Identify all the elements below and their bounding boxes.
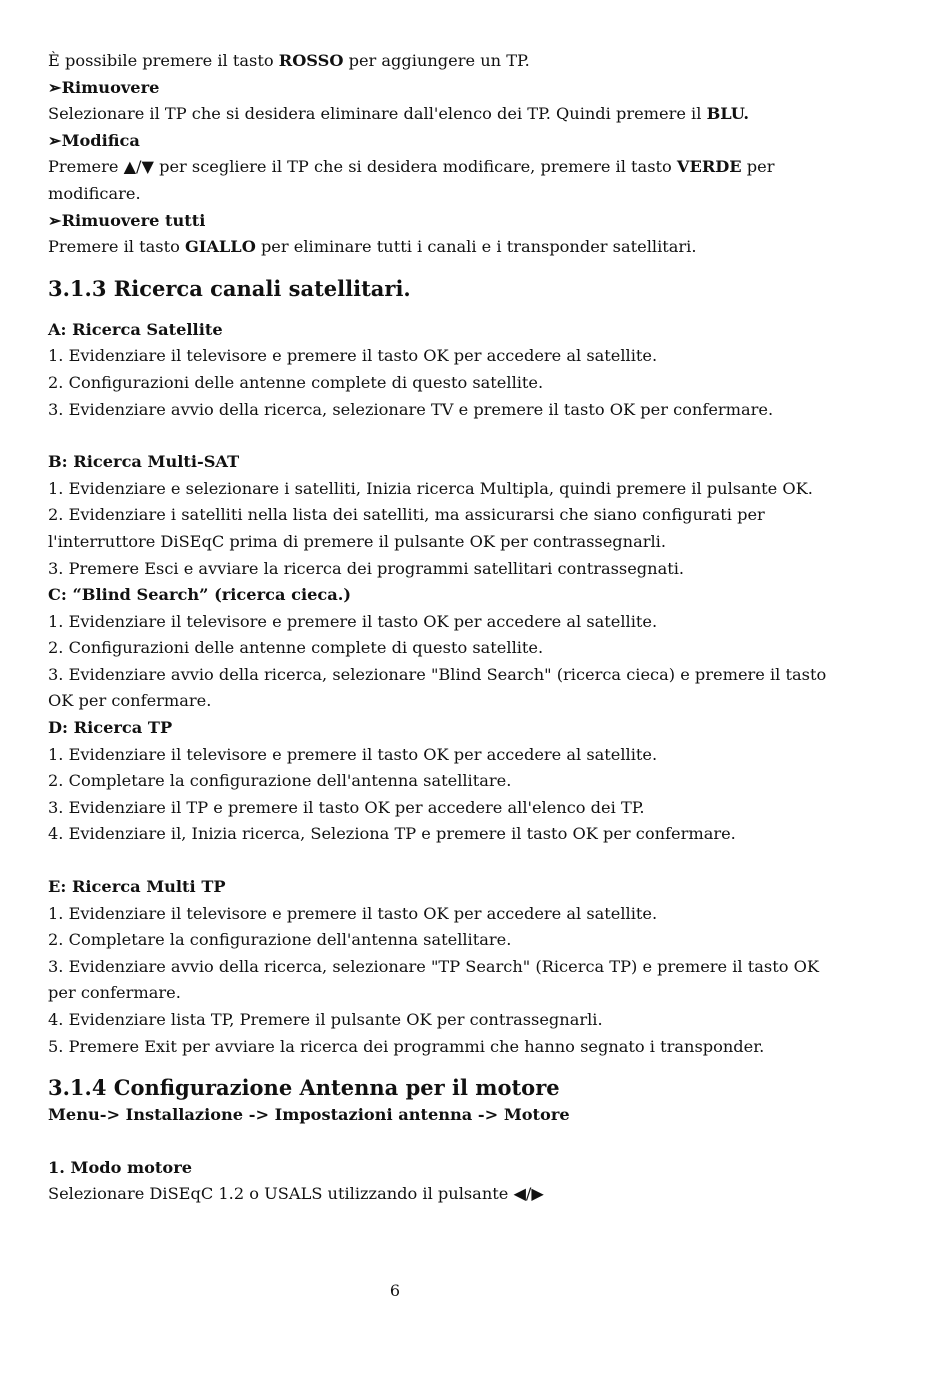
subsection-e-line: 5. Premere Exit per avviare la ricerca dei programmi che hanno segnato i transponder. <box>48 1036 765 1056</box>
subsection-e-title: E: Ricerca Multi TP <box>48 877 226 897</box>
motor-mode-line: Selezionare DiSEqC 1.2 o USALS utilizzando il pulsante ◀/▶ <box>48 1184 544 1204</box>
motor-mode-title: 1. Modo motore <box>48 1157 193 1177</box>
subsection-b-title: B: Ricerca Multi-SAT <box>48 452 240 472</box>
page-number: 6 <box>389 1281 401 1300</box>
subsection-a-line: 1. Evidenziare il televisore e premere il tasto OK per accedere al satellite. <box>48 346 658 366</box>
subsection-e-line: per confermare. <box>48 983 181 1003</box>
subsection-a-line: 3. Evidenziare avvio della ricerca, selezionare TV e premere il tasto OK per confermare. <box>48 399 774 419</box>
subsection-a-title: A: Ricerca Satellite <box>48 319 223 339</box>
subsection-a-line: 2. Configurazioni delle antenne complete di questo satellite. <box>48 372 544 392</box>
spacer <box>48 261 868 275</box>
intro-line-3: Premere ▲/▼ per scegliere il TP che si desidera modificare, premere il tasto VERDE per <box>48 157 775 177</box>
subsection-b-line: 2. Evidenziare i satelliti nella lista dei satelliti, ma assicurarsi che siano configurati per <box>48 505 765 525</box>
subsection-b-line: 1. Evidenziare e selezionare i satelliti, Inizia ricerca Multipla, quindi premere il pulsante OK. <box>48 478 813 498</box>
section-heading-313: 3.1.3 Ricerca canali satellitari. <box>48 275 411 301</box>
spacer <box>48 303 868 317</box>
remove-all-title: ➢Rimuovere tutti <box>48 210 206 230</box>
subsection-c-line: OK per confermare. <box>48 691 212 711</box>
subsection-c-line: 3. Evidenziare avvio della ricerca, selezionare "Blind Search" (ricerca cieca) e premere il tasto <box>48 664 827 684</box>
section-heading-314: 3.1.4 Configurazione Antenna per il motore <box>48 1075 560 1101</box>
subsection-d-title: D: Ricerca TP <box>48 718 173 738</box>
subsection-e-line: 1. Evidenziare il televisore e premere il tasto OK per accedere al satellite. <box>48 903 658 923</box>
subsection-e-line: 2. Completare la configurazione dell'antenna satellitare. <box>48 930 512 950</box>
intro-line-5: Premere il tasto GIALLO per eliminare tutti i canali e i transponder satellitari. <box>48 237 697 257</box>
intro-line-2: Selezionare il TP che si desidera eliminare dall'elenco dei TP. Quindi premere il BLU. <box>48 104 750 124</box>
subsection-d-line: 4. Evidenziare il, Inizia ricerca, Seleziona TP e premere il tasto OK per confermare. <box>48 824 736 844</box>
subsection-e-line: 3. Evidenziare avvio della ricerca, selezionare "TP Search" (Ricerca TP) e premere il tasto OK <box>48 956 819 976</box>
spacer <box>48 1129 868 1155</box>
subsection-c-line: 1. Evidenziare il televisore e premere il tasto OK per accedere al satellite. <box>48 611 658 631</box>
subsection-b-line: l'interruttore DiSEqC prima di premere il pulsante OK per contrassegnarli. <box>48 531 666 551</box>
document-page <box>48 48 868 1208</box>
subsection-d-line: 2. Completare la configurazione dell'antenna satellitare. <box>48 771 512 791</box>
spacer <box>48 848 868 874</box>
subsection-c-title: C: “Blind Search” (ricerca cieca.) <box>48 585 352 605</box>
subsection-c-line: 2. Configurazioni delle antenne complete di questo satellite. <box>48 638 544 658</box>
intro-line-1: È possibile premere il tasto ROSSO per aggiungere un TP. <box>48 51 530 70</box>
subsection-d-line: 1. Evidenziare il televisore e premere il tasto OK per accedere al satellite. <box>48 744 658 764</box>
spacer <box>48 1060 868 1074</box>
edit-title: ➢Modifica <box>48 130 140 150</box>
remove-title: ➢Rimuovere <box>48 77 160 97</box>
intro-line-4: modificare. <box>48 183 141 203</box>
spacer <box>48 423 868 449</box>
subsection-d-line: 3. Evidenziare il TP e premere il tasto OK per accedere all'elenco dei TP. <box>48 797 645 817</box>
subsection-e-line: 4. Evidenziare lista TP, Premere il pulsante OK per contrassegnarli. <box>48 1010 603 1029</box>
menu-path: Menu-> Installazione -> Impostazioni antenna -> Motore <box>48 1105 570 1125</box>
subsection-b-line: 3. Premere Esci e avviare la ricerca dei programmi satellitari contrassegnati. <box>48 558 685 578</box>
